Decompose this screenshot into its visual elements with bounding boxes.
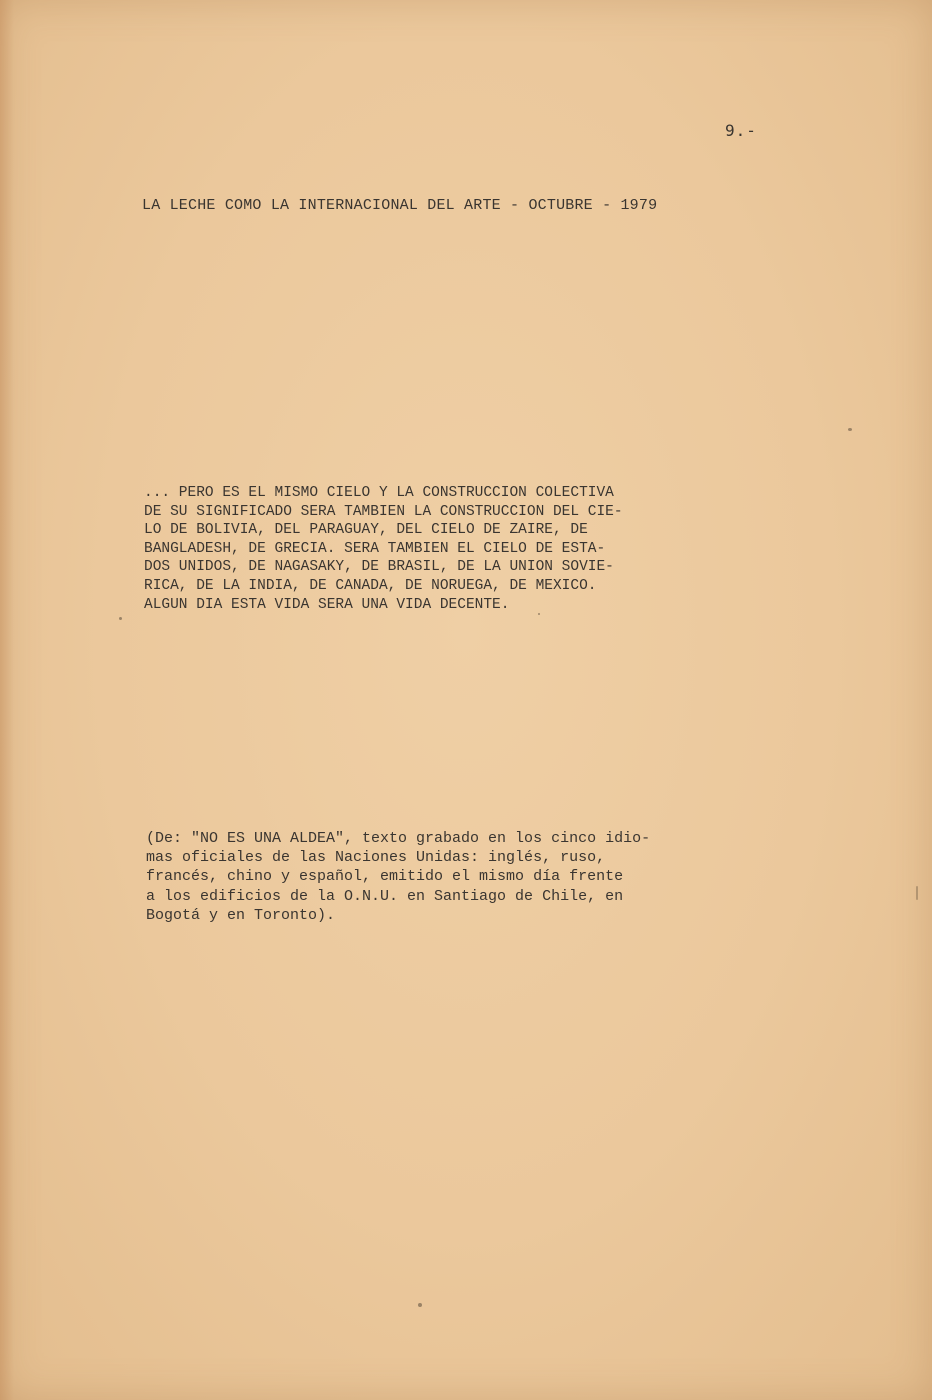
body-line: LO DE BOLIVIA, DEL PARAGUAY, DEL CIELO DE ZAIRE, DE (144, 522, 588, 539)
citation-line: (De: "NO ES UNA ALDEA", texto grabado en los cinco idio- (146, 830, 651, 847)
paper-speck (119, 617, 122, 620)
paper-edge-shadow (0, 0, 14, 1400)
citation-paragraph (146, 829, 650, 925)
paper-speck (848, 428, 852, 431)
body-line: DOS UNIDOS, DE NAGASAKY, DE BRASIL, DE LA UNION SOVIE- (144, 559, 614, 576)
citation-line: a los edificios de la O.N.U. en Santiago de Chile, en (146, 887, 624, 905)
paper-speck (538, 613, 540, 615)
body-line: BANGLADESH, DE GRECIA. SERA TAMBIEN EL CIELO DE ESTA- (144, 540, 606, 557)
body-line: RICA, DE LA INDIA, DE CANADA, DE NORUEGA, DE MEXICO. (144, 577, 597, 594)
body-line: ... PERO ES EL MISMO CIELO Y LA CONSTRUCCION COLECTIVA (144, 485, 614, 501)
paper-speck (916, 886, 918, 900)
body-line: ALGUN DIA ESTA VIDA SERA UNA VIDA DECENTE. (144, 596, 510, 613)
paper-speck (418, 1303, 422, 1307)
document-title: LA LECHE COMO LA INTERNACIONAL DEL ARTE - OCTUBRE - 1979 (142, 197, 658, 214)
page-number: 9.- (725, 121, 757, 140)
citation-line: mas oficiales de las Naciones Unidas: inglés, ruso, (146, 849, 606, 867)
citation-line: Bogotá y en Toronto). (146, 906, 336, 924)
citation-line: francés, chino y español, emitido el mismo día frente (146, 868, 624, 886)
body-paragraph (144, 484, 623, 614)
body-line: DE SU SIGNIFICADO SERA TAMBIEN LA CONSTRUCCION DEL CIE- (144, 503, 623, 520)
